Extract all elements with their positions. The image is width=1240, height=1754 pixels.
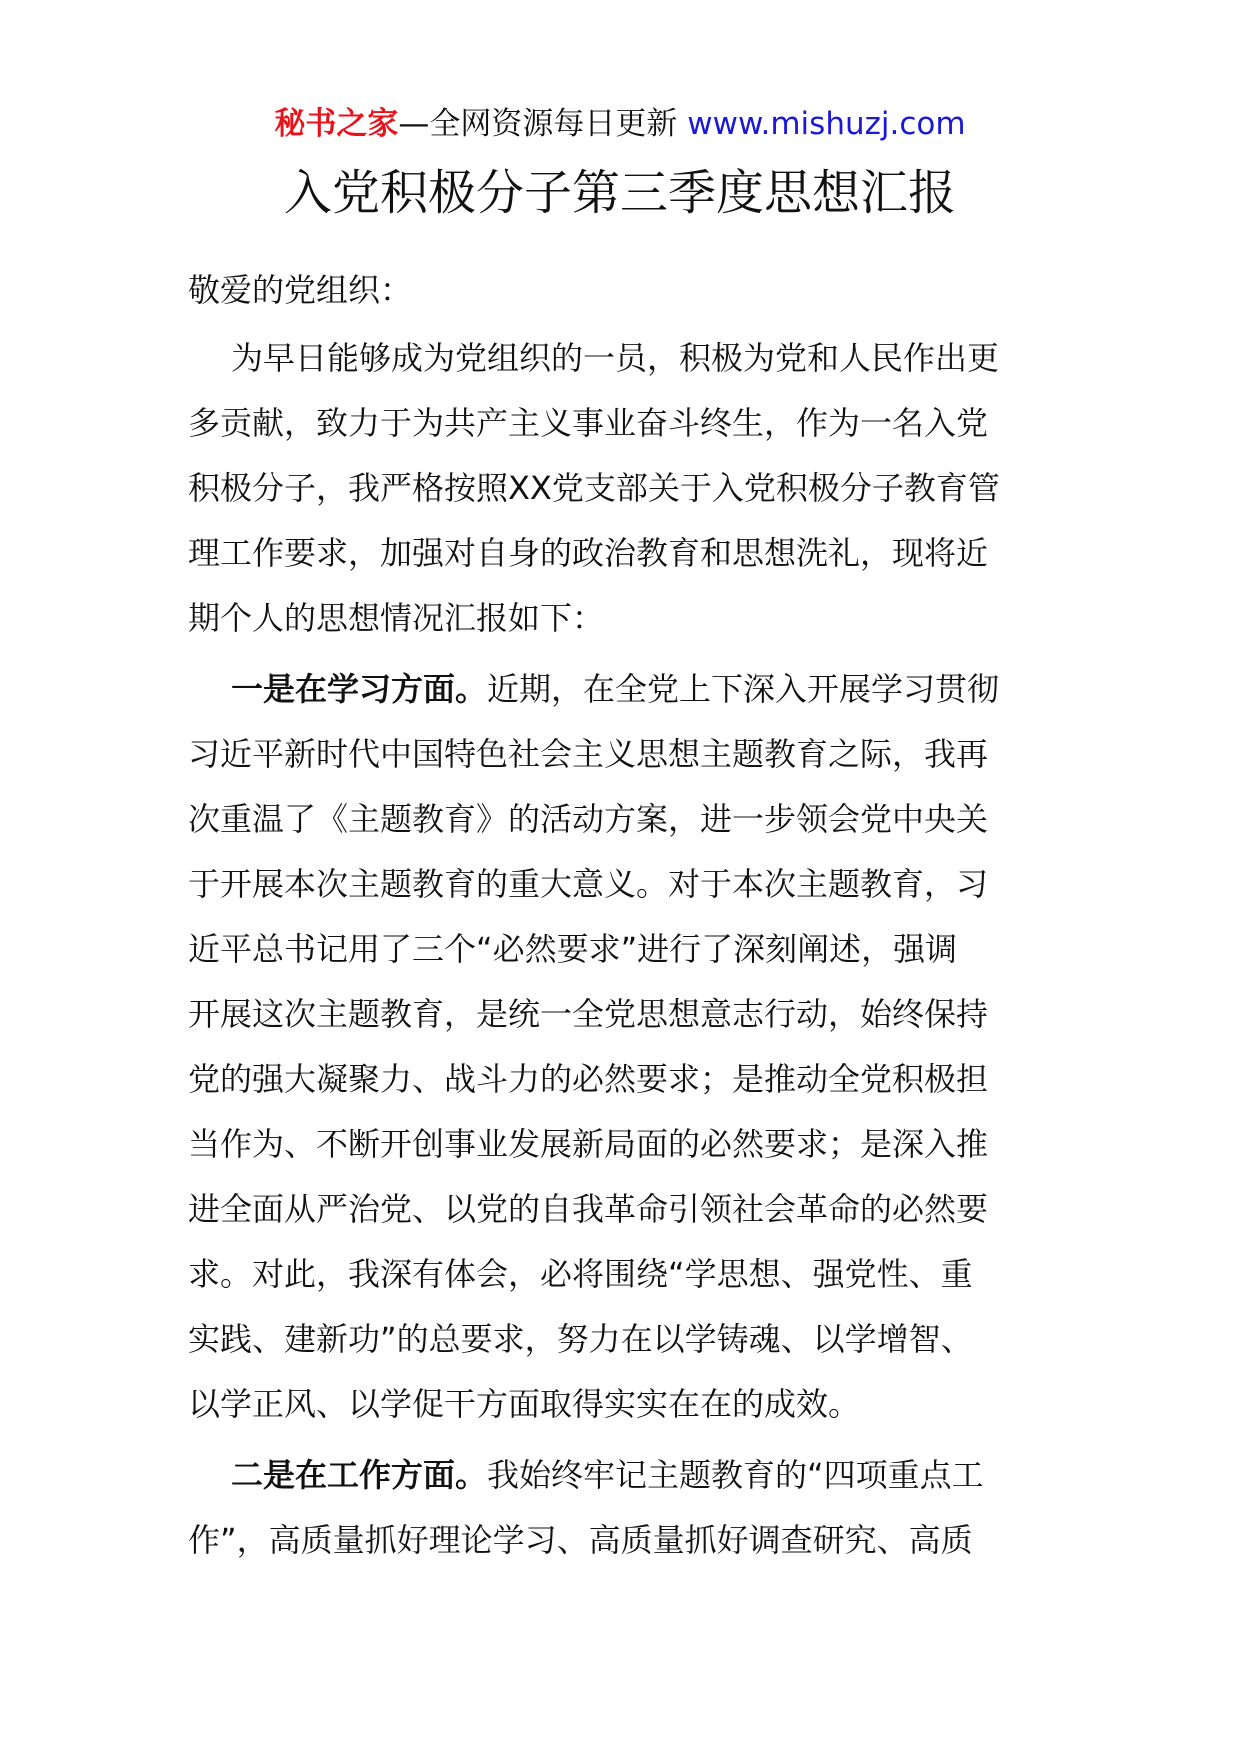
watermark-brand: 秘书之家 [274,106,399,142]
watermark-slogan: —全网资源每日更新 [398,106,688,142]
paragraph-intro [188,326,1068,651]
section-heading-work: 二是在工作方面。 [231,1456,488,1494]
paragraph-line: 理工作要求，加强对自身的政治教育和思想洗礼，现将近 [188,534,989,572]
paragraph-line: 次重温了《主题教育》的活动方案，进一步领会党中央关 [188,800,989,838]
paragraph-line: 进全面从严治党、以党的自我革命引领社会革命的必然要 [188,1190,989,1228]
paragraph-first-line [188,1443,1068,1508]
paragraph-line: 近平总书记用了三个“必然要求”进行了深刻阐述，强调 [188,930,958,968]
paragraph-line: 积极分子，我严格按照XX党支部关于入党积极分子教育管 [188,469,1000,507]
watermark-url-link[interactable]: www.mishuzj.com [687,106,966,142]
paragraph-line: 习近平新时代中国特色社会主义思想主题教育之际，我再 [188,735,989,773]
paragraph-study [188,657,1068,1437]
paragraph-work [188,1443,1068,1573]
section-heading-study: 一是在学习方面。 [231,670,488,708]
paragraph-line: 于开展本次主题教育的重大意义。对于本次主题教育，习 [188,865,989,903]
paragraph-line-text: 近期，在全党上下深入开展学习贯彻 [487,670,1000,708]
paragraph-line: 党的强大凝聚力、战斗力的必然要求；是推动全党积极担 [188,1060,989,1098]
paragraph-line: 开展这次主题教育，是统一全党思想意志行动，始终保持 [188,995,989,1033]
document-title: 入党积极分子第三季度思想汇报 [283,165,956,221]
salutation: 敬爱的党组织： [188,271,413,309]
paragraph-line: 以学正风、以学促干方面取得实实在在的成效。 [188,1385,861,1423]
paragraph-line: 多贡献，致力于为共产主义事业奋斗终生，作为一名入党 [188,404,989,442]
paragraph-line: 求。对此，我深有体会，必将围绕“学思想、强党性、重 [188,1255,973,1293]
document-body [188,258,1068,1579]
paragraph-line: 作”，高质量抓好理论学习、高质量抓好调查研究、高质 [188,1521,973,1559]
paragraph-line: 期个人的思想情况汇报如下： [188,599,605,637]
paragraph-first-line [188,657,1068,722]
site-watermark-header [0,102,1240,146]
paragraph-line: 为早日能够成为党组织的一员，积极为党和人民作出更 [231,339,1000,377]
paragraph-line: 当作为、不断开创事业发展新局面的必然要求；是深入推 [188,1125,989,1163]
paragraph-line: 实践、建新功”的总要求，努力在以学铸魂、以学增智、 [188,1320,973,1358]
paragraph-line-text: 我始终牢记主题教育的“四项重点工 [487,1456,984,1494]
